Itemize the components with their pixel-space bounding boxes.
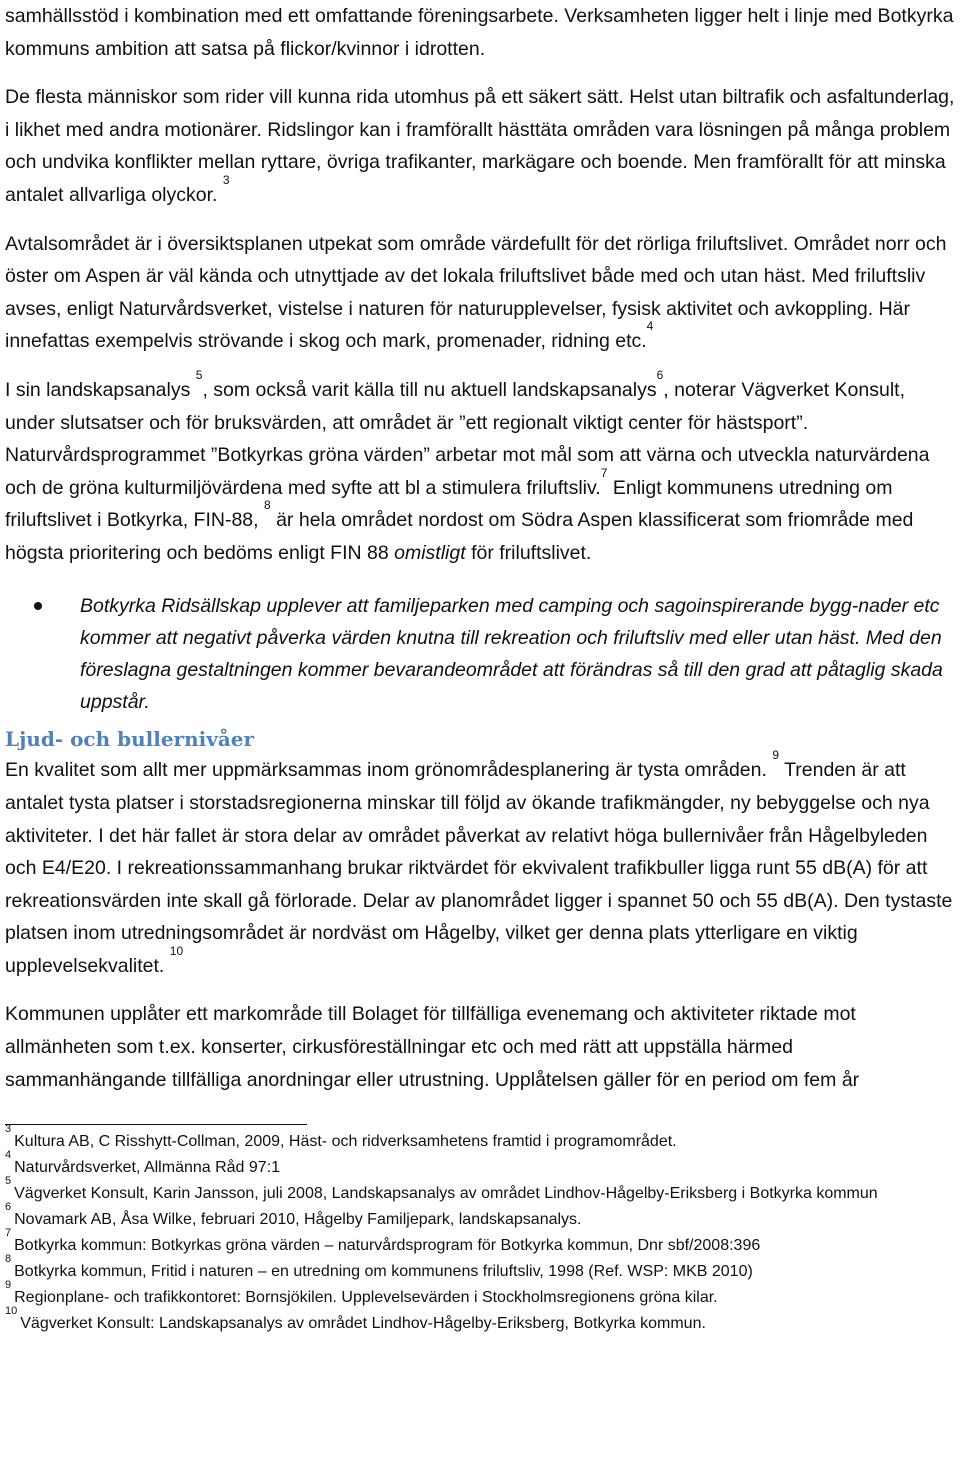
footnote-ref-6[interactable]: 6 <box>656 367 664 382</box>
paragraph-3-part-c: , noterar Vägverket Konsult, under slutsatser och för bruksvärden, att området är ”ett regionalt viktigt center för hästsport”. Naturvårdsprogrammet ”Botkyrkas gröna värden” arbetar mot mål som att värna och utveckla naturvärdena och de gröna kulturmiljövärdena med syfte att bl a stimulera friluftsliv. <box>5 378 930 499</box>
footnote-text: Botkyrka kommun, Fritid i naturen – en utredning om kommunens friluftsliv, 1998 (Ref. WSP: MKB 2010) <box>14 1263 753 1281</box>
footnote-number: 5 <box>5 1175 12 1188</box>
footnote-text: Vägverket Konsult, Karin Jansson, juli 2008, Landskapsanalys av området Lindhov-Hågelby-Eriksberg i Botkyrka kommun <box>14 1185 878 1203</box>
paragraph-3 <box>5 367 957 570</box>
footnotes <box>5 1123 957 1337</box>
paragraph-2-text: Avtalsområdet är i översiktsplanen utpekat som område värdefullt för det rörliga friluftslivet. Området norr och öster om Aspen är väl kända och utnyttjade av det lokala friluftslivet både med och utan häst. Med friluftsliv avses, enligt Naturvårdsverket, vistelse i naturen för naturupplevelser, fysisk aktivitet och avkoppling. Här innefattas exempelvis strövande i skog och mark, promenader, ridning etc. <box>5 232 947 353</box>
paragraph-1 <box>5 81 957 211</box>
paragraph-0-text: samhällsstöd i kombination med ett omfattande föreningsarbete. Verksamheten ligger helt i linje med Botkyrka kommuns ambition att satsa på flickor/kvinnor i idrotten. <box>5 5 954 60</box>
footnote-4 <box>5 1149 957 1181</box>
footnote-ref-7[interactable]: 7 <box>600 465 608 480</box>
bullet-text: Botkyrka Ridsällskap upplever att familjeparken med camping och sagoinspirerande bygg-nader etc kommer att negativt påverka värden knutna till rekreation och friluftsliv med eller utan häst. Med den föreslagna gestaltningen kommer bevarandeområdet att förändras så till den grad att påtaglig skada uppstår. <box>80 594 943 714</box>
footnote-ref-5[interactable]: 5 <box>195 367 203 382</box>
footnote-7 <box>5 1227 957 1259</box>
paragraph-3-part-f: för friluftslivet. <box>465 541 592 564</box>
footnote-10 <box>5 1305 957 1337</box>
paragraph-4-part-a: En kvalitet som allt mer uppmärksammas inom grönområdesplanering är tysta områden. <box>5 759 773 782</box>
footnote-ref-4[interactable]: 4 <box>646 319 654 334</box>
paragraph-3-part-e: är hela området nordost om Södra Aspen klassificerat som friområde med högsta prioritering och bedöms enligt FIN 88 <box>5 509 914 564</box>
footnote-ref-8[interactable]: 8 <box>263 498 271 513</box>
bullet-dot-icon <box>34 602 42 610</box>
document-page <box>5 0 957 1337</box>
footnote-ref-9[interactable]: 9 <box>772 748 780 763</box>
section-heading: Ljud- och bullernivåer <box>5 727 255 752</box>
footnote-text: Vägverket Konsult: Landskapsanalys av området Lindhov-Hågelby-Eriksberg, Botkyrka kommun. <box>20 1315 706 1333</box>
paragraph-1-text: De flesta människor som rider vill kunna rida utomhus på ett säkert sätt. Helst utan biltrafik och asfaltunderlag, i likhet med andra motionärer. Ridslingor kan i framförallt hästtäta områden vara lösningen på många problem och undvika konflikter mellan ryttare, övriga trafikanter, markägare och boende. Men framförallt för att minska antalet allvarliga olyckor. <box>5 86 955 206</box>
footnote-6 <box>5 1201 957 1233</box>
paragraph-3-emphasis: omistligt <box>394 541 466 564</box>
paragraph-3-part-d: Enligt kommunens utredning om friluftslivet i Botkyrka, FIN-88, <box>5 476 893 532</box>
footnote-text: Regionplane- och trafikkontoret: Bornsjökilen. Upplevelsevärden i Stockholmsregionens gröna kilar. <box>14 1289 718 1307</box>
footnote-ref-3[interactable]: 3 <box>222 172 230 187</box>
footnote-number: 6 <box>5 1201 12 1214</box>
paragraph-4-part-b: Trenden är att antalet tysta platser i storstadsregionerna minskar till följd av ökande trafikmängder, ny bebyggelse och nya aktiviteter. I det här fallet är stora delar av området påverkat av relativt höga bullernivåer från Hågelbyleden och E4/E20. I rekreationssammanhang brukar riktvärdet för ekvivalent trafikbuller ligga runt 55 dB(A) för att rekreationsvärden inte skall gå förlorade. Delar av planområdet ligger i spannet 50 och 55 dB(A). Den tystaste platsen inom utredningsområdet är nordväst om Hågelby, vilket ger denna plats ytterligare en viktig upplevelsekvalitet. <box>5 759 953 977</box>
paragraph-5-text: Kommunen upplåter ett markområde till Bolaget för tillfälliga evenemang och aktiviteter riktade mot allmänheten som t.ex. konserter, cirkusföreställningar etc och med rätt att uppställa härmed sammanhängande tillfälliga anordningar eller utrustning. Upplåtelsen gäller för en period om fem år <box>5 1003 860 1091</box>
footnote-ref-10[interactable]: 10 <box>169 943 184 958</box>
footnote-number: 7 <box>5 1227 12 1240</box>
paragraph-5 <box>5 998 957 1096</box>
footnote-number: 8 <box>5 1253 12 1266</box>
paragraph-3-part-a: I sin landskapsanalys <box>5 378 196 401</box>
footnote-5 <box>5 1175 957 1207</box>
paragraph-0 <box>5 0 957 65</box>
footnote-8 <box>5 1253 957 1285</box>
paragraph-3-part-b: , som också varit källa till nu aktuell landskapsanalys <box>202 378 657 401</box>
footnote-3 <box>5 1123 957 1155</box>
bullet-item <box>5 590 957 719</box>
footnote-number: 3 <box>5 1123 12 1136</box>
paragraph-4 <box>5 748 957 982</box>
footnote-text: Naturvårdsverket, Allmänna Råd 97:1 <box>14 1159 281 1177</box>
footnote-text: Kultura AB, C Risshytt-Collman, 2009, Häst- och ridverksamhetens framtid i programområdet. <box>14 1133 677 1151</box>
footnote-text: Botkyrka kommun: Botkyrkas gröna värden – naturvårdsprogram för Botkyrka kommun, Dnr sbf/2008:396 <box>14 1237 761 1255</box>
footnote-text: Novamark AB, Åsa Wilke, februari 2010, Hågelby Familjepark, landskapsanalys. <box>14 1211 582 1229</box>
paragraph-2 <box>5 228 957 358</box>
footnote-9 <box>5 1279 957 1311</box>
footnote-number: 4 <box>5 1149 12 1162</box>
footnote-number: 10 <box>5 1305 18 1318</box>
footnote-number: 9 <box>5 1279 12 1292</box>
